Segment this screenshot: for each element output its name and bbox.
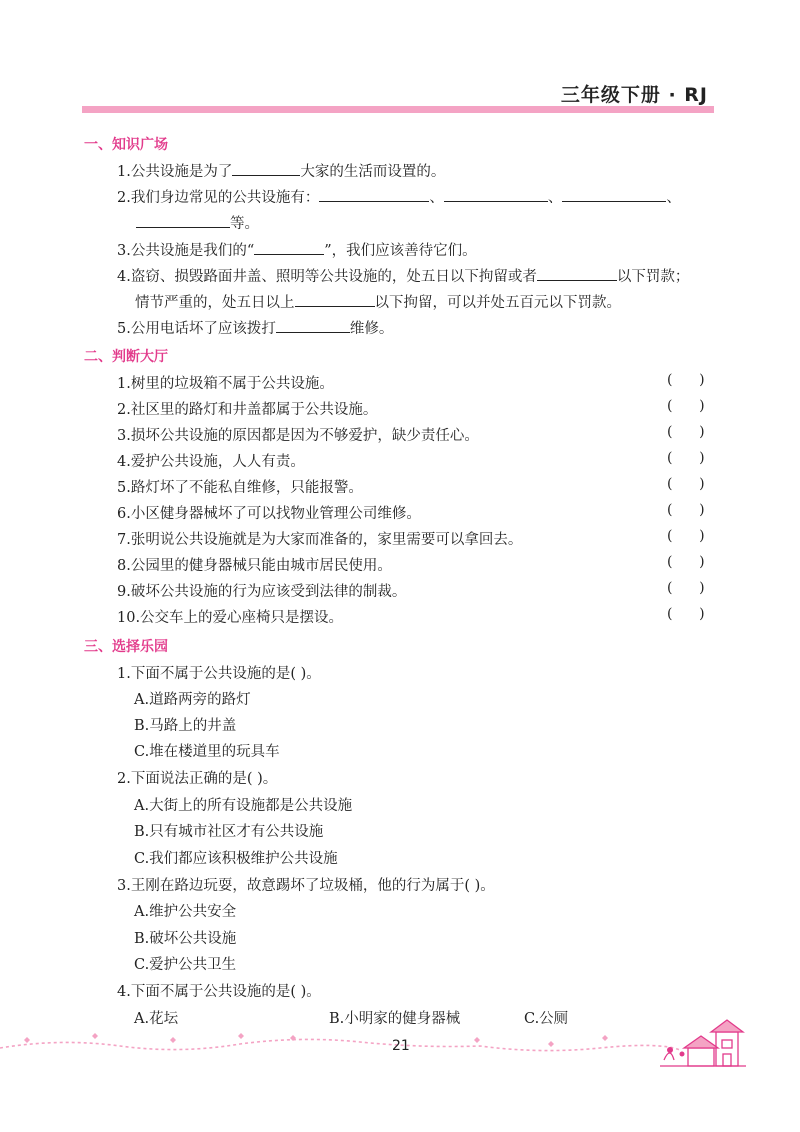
answer-bracket[interactable]: ( ) [667,476,705,492]
choice-question-4: 4.下面不属于公共设施的是( )。 [117,984,321,1000]
question-fill-4: 4.盗窃、损毁路面井盖、照明等公共设施的，处五日以下拘留或者 以下罚款； [117,265,689,286]
answer-bracket[interactable]: ( ) [667,424,705,440]
choice-option[interactable]: C.爱护公共卫生 [134,957,237,973]
choice-option[interactable]: A.维护公共安全 [134,904,237,920]
question-fill-3: 3.公共设施是我们的“ ”，我们应该善待它们。 [117,239,477,260]
question-fill-1: 1.公共设施是为了 大家的生活而设置的。 [117,160,445,181]
house-icon [660,1020,746,1066]
answer-bracket[interactable]: ( ) [667,580,705,596]
blank-field[interactable] [136,212,230,228]
answer-bracket[interactable]: ( ) [667,502,705,518]
section-title-choice: 三、选择乐园 [84,639,168,655]
judgement-item: 9.破坏公共设施的行为应该受到法律的制裁。 [117,584,407,600]
judgement-item: 1.树里的垃圾箱不属于公共设施。 [117,376,334,392]
choice-option[interactable]: C.我们都应该积极维护公共设施 [134,851,338,867]
judgement-item: 7.张明说公共设施就是为大家而准备的，家里需要可以拿回去。 [117,532,523,548]
choice-option[interactable]: A.大街上的所有设施都是公共设施 [134,798,353,814]
answer-bracket[interactable]: ( ) [667,398,705,414]
question-fill-2: 2.我们身边常见的公共设施有： 、 、 、 [117,186,681,207]
answer-bracket[interactable]: ( ) [667,606,705,622]
choice-question-3: 3.王刚在路边玩耍，故意踢坏了垃圾桶，他的行为属于( )。 [117,878,495,894]
choice-option[interactable]: B.破坏公共设施 [134,931,237,947]
answer-bracket[interactable]: ( ) [667,528,705,544]
section-title-judgement: 二、判断大厅 [84,349,168,365]
question-fill-4-cont: 情节严重的，处五日以上 以下拘留，可以并处五百元以下罚款。 [135,291,621,312]
judgement-item: 4.爱护公共设施，人人有责。 [117,454,305,470]
judgement-item: 2.社区里的路灯和井盖都属于公共设施。 [117,402,378,418]
judgement-item: 5.路灯坏了不能私自维修，只能报警。 [117,480,363,496]
blank-field[interactable] [295,291,375,307]
choice-option[interactable]: B.小明家的健身器械 [329,1011,461,1027]
question-fill-5: 5.公用电话坏了应该拨打 维修。 [117,317,393,338]
answer-bracket[interactable]: ( ) [667,450,705,466]
blank-field[interactable] [319,186,429,202]
judgement-item: 6.小区健身器械坏了可以找物业管理公司维修。 [117,506,421,522]
answer-bracket[interactable]: ( ) [667,554,705,570]
blank-field[interactable] [276,317,350,333]
choice-option[interactable]: B.马路上的井盖 [134,718,237,734]
grade-volume-title: 三年级下册 · RJ [560,84,708,106]
answer-bracket[interactable]: ( ) [667,372,705,388]
section-title-knowledge: 一、知识广场 [84,137,168,153]
choice-option[interactable]: A.道路两旁的路灯 [134,692,251,708]
choice-option[interactable]: B.只有城市社区才有公共设施 [134,824,324,840]
blank-field[interactable] [562,186,666,202]
blank-field[interactable] [232,160,300,176]
choice-option[interactable]: C.堆在楼道里的玩具车 [134,744,280,760]
choice-question-2: 2.下面说法正确的是( )。 [117,771,278,787]
judgement-item: 3.损坏公共设施的原因都是因为不够爱护，缺少责任心。 [117,428,479,444]
choice-question-1: 1.下面不属于公共设施的是( )。 [117,666,321,682]
blank-field[interactable] [254,239,324,255]
blank-field[interactable] [537,265,617,281]
choice-option[interactable]: A.花坛 [134,1011,179,1027]
blank-field[interactable] [444,186,548,202]
heart-icon [24,1033,608,1047]
header-divider [82,106,714,113]
judgement-item: 10.公交车上的爱心座椅只是摆设。 [117,610,344,626]
choice-option[interactable]: C.公厕 [524,1011,569,1027]
page-number: 21 [392,1038,410,1054]
judgement-item: 8.公园里的健身器械只能由城市居民使用。 [117,558,392,574]
question-fill-2-cont: 等。 [136,212,259,233]
